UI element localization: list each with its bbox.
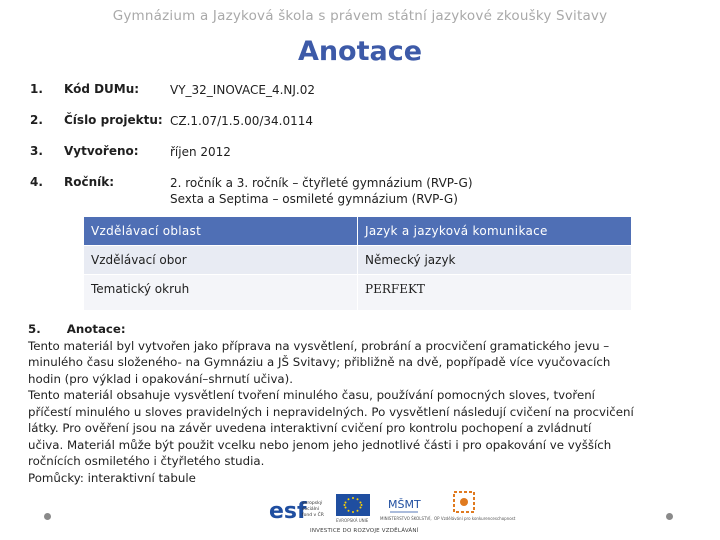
table-cell: Jazyk a jazyková komunikace — [358, 217, 632, 246]
table-cell: Vzdělávací oblast — [84, 217, 358, 246]
annotation-line: minulého času složeného- na Gymnáziu a JŠ Svitavy; přibližně na dvě, popřípadě více vyučovacích — [28, 355, 611, 369]
school-header: Gymnázium a Jazyková škola s právem státní jazykové zkoušky Svitavy — [112, 8, 608, 24]
metadata-table — [83, 216, 632, 311]
table-cell: PERFEKT — [358, 275, 632, 311]
info-num: 1. — [30, 82, 43, 96]
info-value-line: Sexta a Septima – osmileté gymnázium (RVP-G) — [170, 192, 458, 206]
table-cell: Německý jazyk — [358, 246, 632, 275]
esf-logo-text: esf — [269, 499, 307, 524]
eu-caption: EVROPSKÁ UNIE — [336, 518, 369, 523]
esf-sub-2: sociální — [302, 507, 319, 512]
page-title: Anotace — [297, 36, 423, 67]
esf-logo — [268, 494, 330, 528]
table-cell: Vzdělávací obor — [84, 246, 358, 275]
annotation-line: ročnících osmiletého i čtyřletého studia. — [28, 454, 265, 468]
annotation-label: Anotace: — [66, 322, 126, 336]
info-label: Ročník: — [64, 175, 115, 189]
annotation-line: Pomůcky: interaktivní tabule — [28, 470, 196, 485]
msmt-caption: MINISTERSTVO ŠKOLSTVÍ, — [380, 516, 432, 521]
esf-sub-3: fond v ČR — [302, 513, 324, 518]
op-logo — [434, 490, 516, 524]
info-label: Číslo projektu: — [64, 113, 163, 127]
info-value-line: 2. ročník a 3. ročník – čtyřleté gymnázium (RVP-G) — [170, 176, 473, 190]
msmt-logo — [380, 488, 432, 524]
annotation-line: učiva. Materiál může být použit vcelku nebo jenom jeho jednotlivé části i pro opakování ve vyšších — [28, 437, 612, 452]
annotation-line: látky. Pro ověření jsou na závěr uvedena interaktivní cvičení pro kontrolu pochopení a zvládnutí — [28, 421, 592, 435]
msmt-logo-text: MŠMT — [388, 498, 421, 511]
annotation-num: 5. — [28, 322, 41, 336]
annotation-line: Tento materiál obsahuje vysvětlení tvoření minulého času, používání pomocných sloves, tvoření — [28, 388, 595, 402]
bullet-dot-left — [44, 513, 51, 520]
eu-flag-logo — [336, 494, 370, 523]
info-value: říjen 2012 — [170, 145, 231, 159]
table-row — [84, 217, 632, 246]
annotation-line: příčestí minulého u sloves pravidelných i nepravidelných. Po vysvětlení následují cvičení na procvičení — [28, 404, 634, 419]
annotation-line: hodin (pro výklad i opakování–shrnutí učiva). — [28, 371, 294, 386]
bullet-dot-right — [666, 513, 673, 520]
esf-sub-1: evropský — [302, 501, 323, 506]
info-num: 2. — [30, 113, 43, 127]
annotation-line: Tento materiál byl vytvořen jako příprava na vysvětlení, probrání a procvičení gramatického jevu – — [28, 338, 610, 353]
info-value — [170, 175, 473, 207]
sponsor-logos — [268, 488, 516, 536]
table-row — [84, 246, 632, 275]
op-caption: OP Vzdělávání pro konkurenceschopnost — [434, 516, 516, 521]
table-cell: Tematický okruh — [84, 275, 358, 311]
table-row — [84, 275, 632, 311]
annotation-heading — [28, 321, 698, 338]
info-num: 3. — [30, 144, 43, 158]
info-label: Kód DUMu: — [64, 82, 140, 96]
info-label: Vytvořeno: — [64, 144, 139, 158]
info-value: CZ.1.07/1.5.00/34.0114 — [170, 114, 314, 128]
info-num: 4. — [30, 175, 43, 189]
logo-caption: INVESTICE DO ROZVOJE VZDĚLÁVÁNÍ — [310, 528, 419, 534]
info-value: VY_32_INOVACE_4.NJ.02 — [170, 83, 316, 97]
annotation-block — [28, 321, 698, 486]
